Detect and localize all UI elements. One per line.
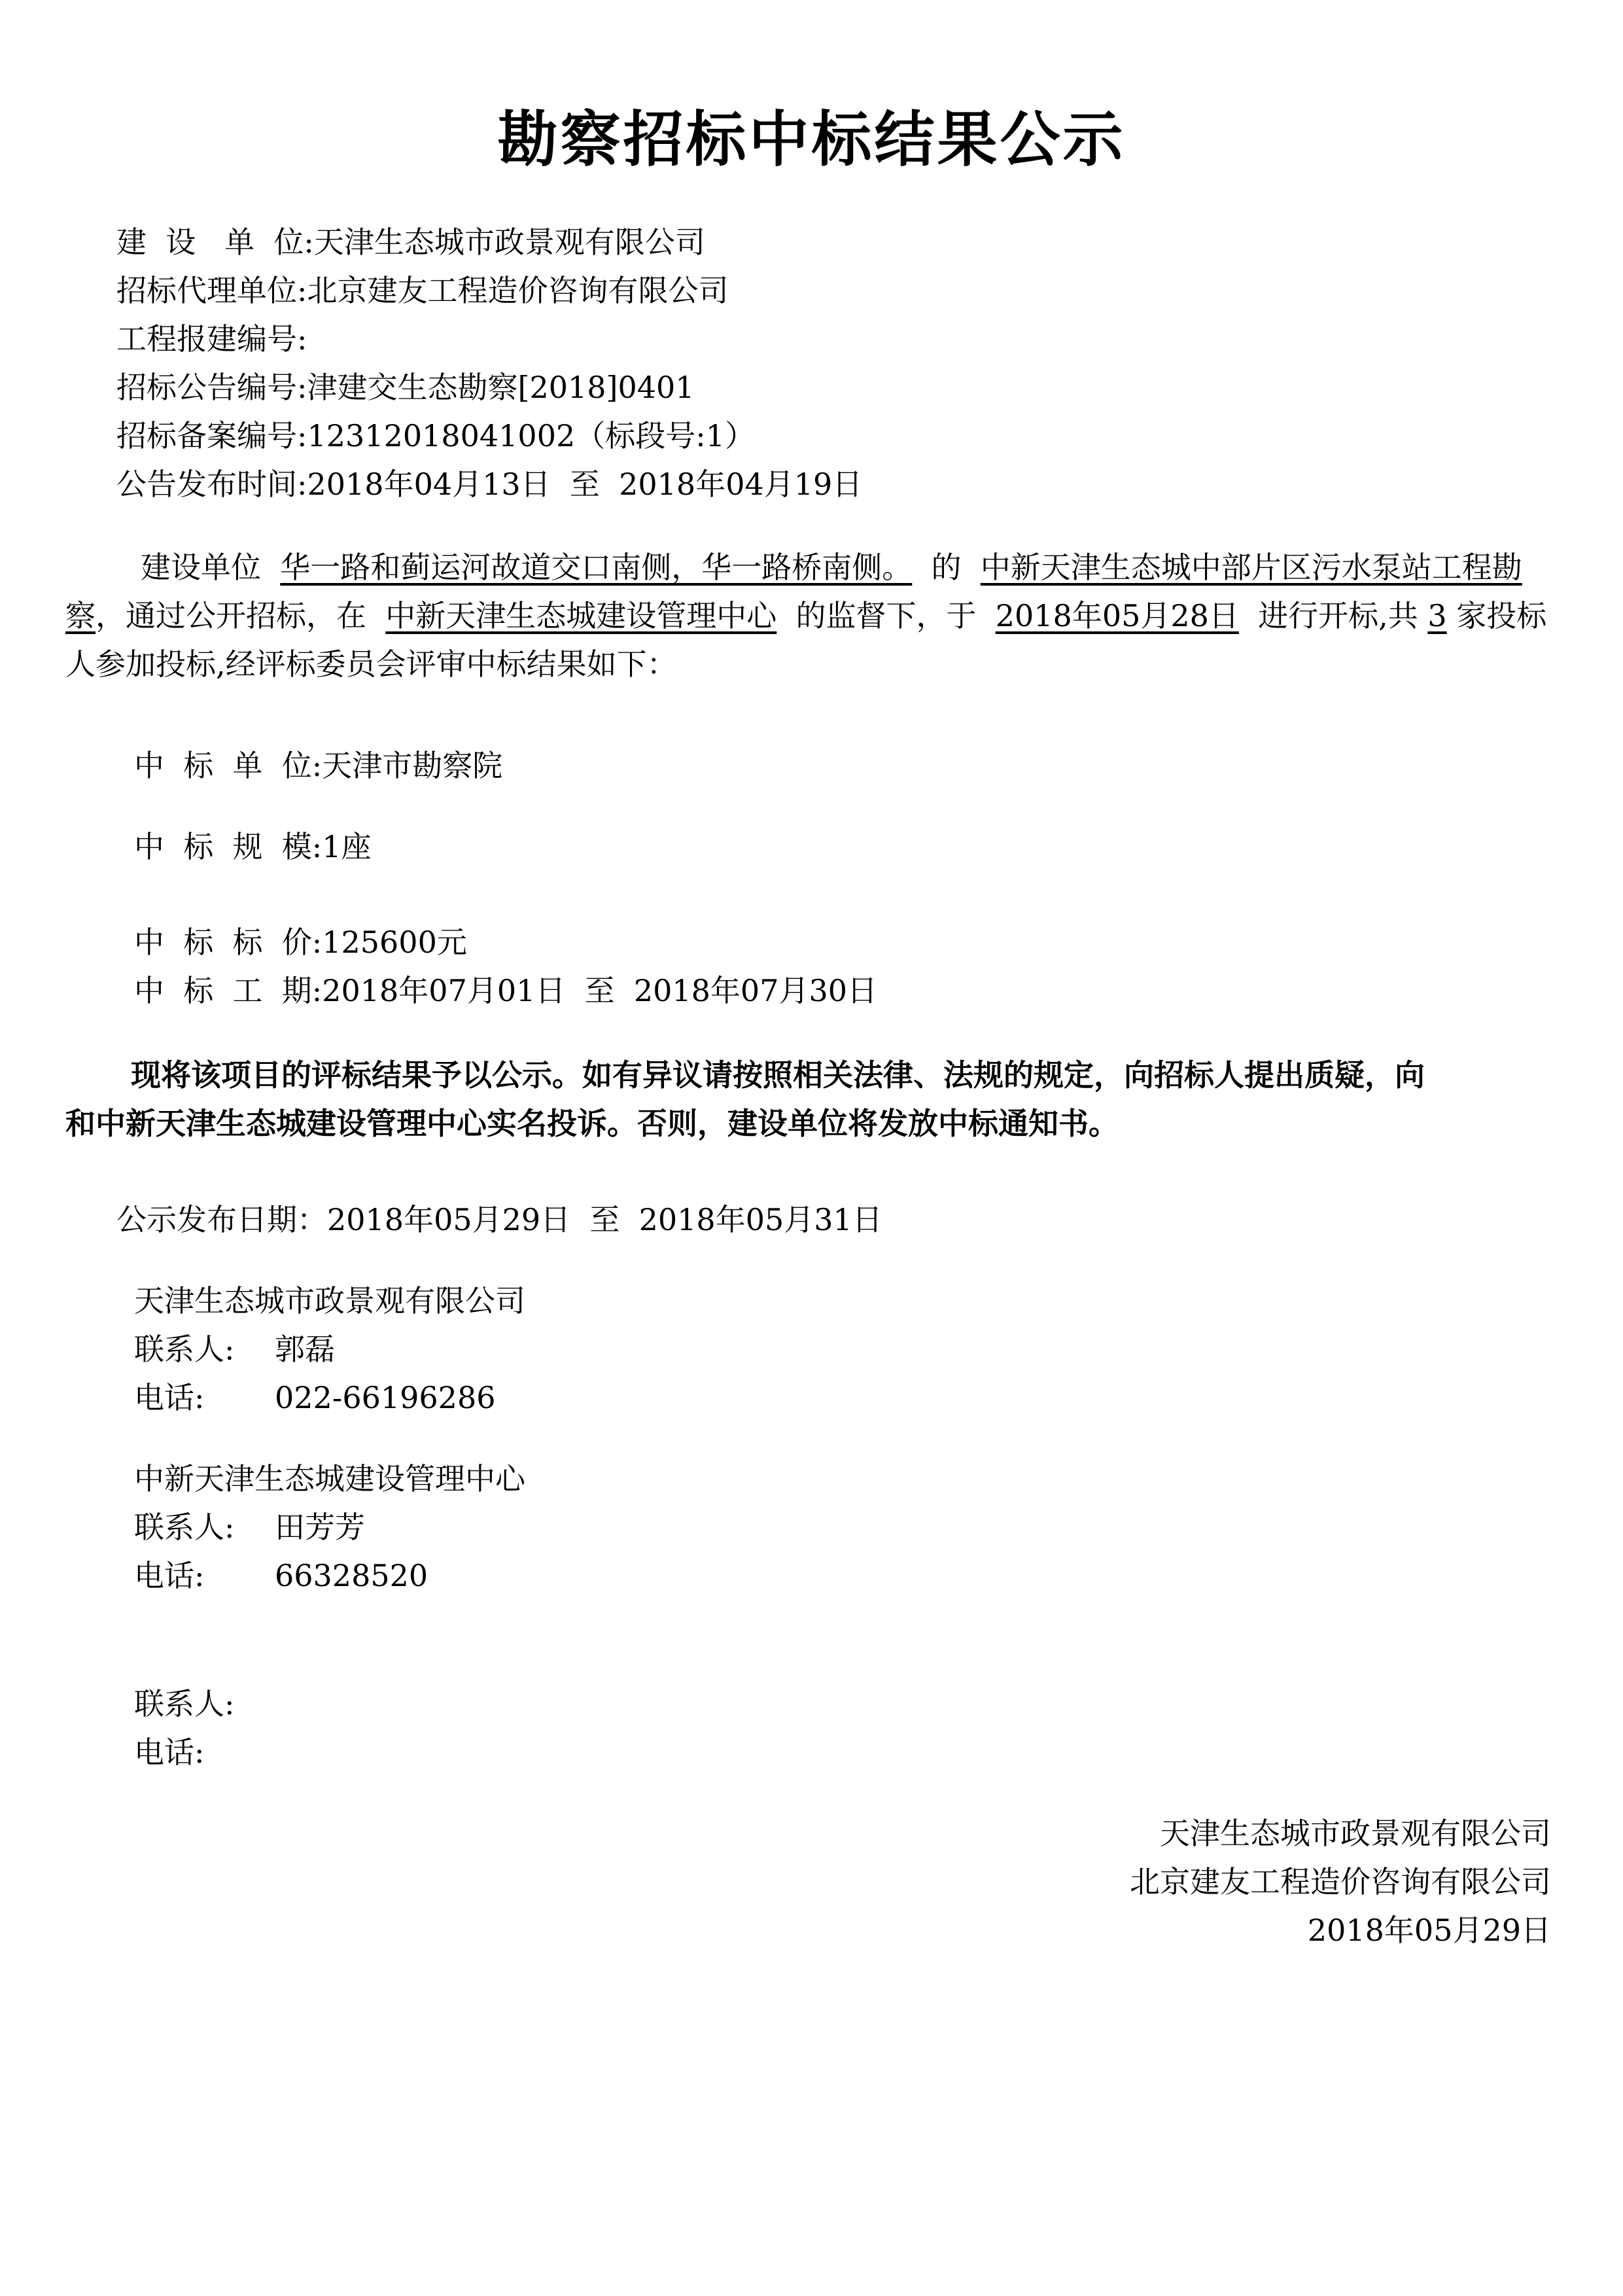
signature-date: 2018年05月29日 <box>1307 1913 1551 1948</box>
field-value: 125600元 <box>322 925 467 960</box>
result-scale <box>134 827 372 866</box>
signature-org-1: 天津生态城市政景观有限公司 <box>1160 1816 1551 1851</box>
contact-org: 天津生态城市政景观有限公司 <box>134 1283 525 1318</box>
result-price <box>134 923 467 962</box>
text-run: ，通过公开招标，在 <box>96 598 366 633</box>
page-title: 勘察招标中标结果公示 <box>497 105 1126 175</box>
field-value: 2018年04月13日 至 2018年04月19日 <box>307 467 863 502</box>
field-value: 津建交生态勘察[2018]0401 <box>307 370 695 405</box>
field-value: 天津生态城市政景观有限公司 <box>313 224 705 260</box>
publish-period: 公示发布日期：2018年05月29日 至 2018年05月31日 <box>116 1202 882 1237</box>
text-run: 的监督下，于 <box>795 598 977 633</box>
field-label: 中 标 单 位: <box>134 748 323 783</box>
result-period <box>134 971 877 1010</box>
field-record-number <box>116 416 755 455</box>
field-label: 招标公告编号: <box>116 370 307 405</box>
field-label: 建 设 单 位: <box>116 224 314 260</box>
text-run: 的 <box>931 550 962 585</box>
contact-person-label: 联系人: <box>134 1332 235 1367</box>
field-value: 1座 <box>322 829 372 864</box>
field-value: 2018年07月01日 至 2018年07月30日 <box>322 973 877 1008</box>
contact-phone-label: 电话: <box>134 1735 205 1770</box>
field-label: 中 标 工 期: <box>134 973 323 1008</box>
field-construction-unit <box>116 222 705 262</box>
field-value: 天津市勘察院 <box>322 748 503 783</box>
signature-org-2: 北京建友工程造价咨询有限公司 <box>1130 1864 1551 1899</box>
result-winner <box>134 746 502 785</box>
objection-notice: 现将该项目的评标结果予以公示。如有异议请按照相关法律、法规的规定，向招标人提出质疑，向和中新天津生态城建设管理中心实名投诉。否则，建设单位将发放中标通知书。 <box>65 1057 1425 1141</box>
field-label: 招标备案编号: <box>116 418 307 453</box>
text-run: 建设单位 <box>141 550 261 585</box>
project-name: 中新天津生态城中部片区污水泵站工程勘察 <box>65 550 1522 633</box>
bidder-count: 3 <box>1427 598 1447 633</box>
supervisor-name: 中新天津生态城建设管理中心 <box>385 598 777 633</box>
text-run: 进行开标,共 <box>1258 598 1418 633</box>
contact-person-label: 联系人: <box>134 1686 235 1722</box>
text-run: 家投标人参加投标,经评标委员会评审中标结果如下： <box>65 598 1547 682</box>
field-value: 北京建友工程造价咨询有限公司 <box>307 273 729 308</box>
contact-person: 田芳芳 <box>275 1510 365 1545</box>
field-label: 中 标 标 价: <box>134 925 323 960</box>
contact-person-label: 联系人: <box>134 1510 235 1545</box>
contact-org: 中新天津生态城建设管理中心 <box>134 1461 525 1496</box>
field-publish-time <box>116 465 862 504</box>
field-agency <box>116 271 729 310</box>
open-date: 2018年05月28日 <box>995 598 1239 633</box>
contact-phone: 66328520 <box>275 1558 428 1593</box>
contact-phone: 022-66196286 <box>275 1380 496 1415</box>
field-label: 工程报建编号: <box>116 321 307 357</box>
contact-phone-label: 电话: <box>134 1558 205 1593</box>
field-value: 12312018041002（标段号:1） <box>307 418 755 453</box>
field-label: 中 标 规 模: <box>134 829 323 864</box>
field-project-number <box>116 319 307 359</box>
contact-phone-label: 电话: <box>134 1380 205 1415</box>
field-label: 公告发布时间: <box>116 467 307 502</box>
field-label: 招标代理单位: <box>116 273 307 308</box>
announcement-paragraph <box>65 543 1570 688</box>
contact-person: 郭磊 <box>275 1332 335 1367</box>
field-notice-number <box>116 368 695 407</box>
project-location: 华一路和蓟运河故道交口南侧，华一路桥南侧。 <box>280 550 913 585</box>
